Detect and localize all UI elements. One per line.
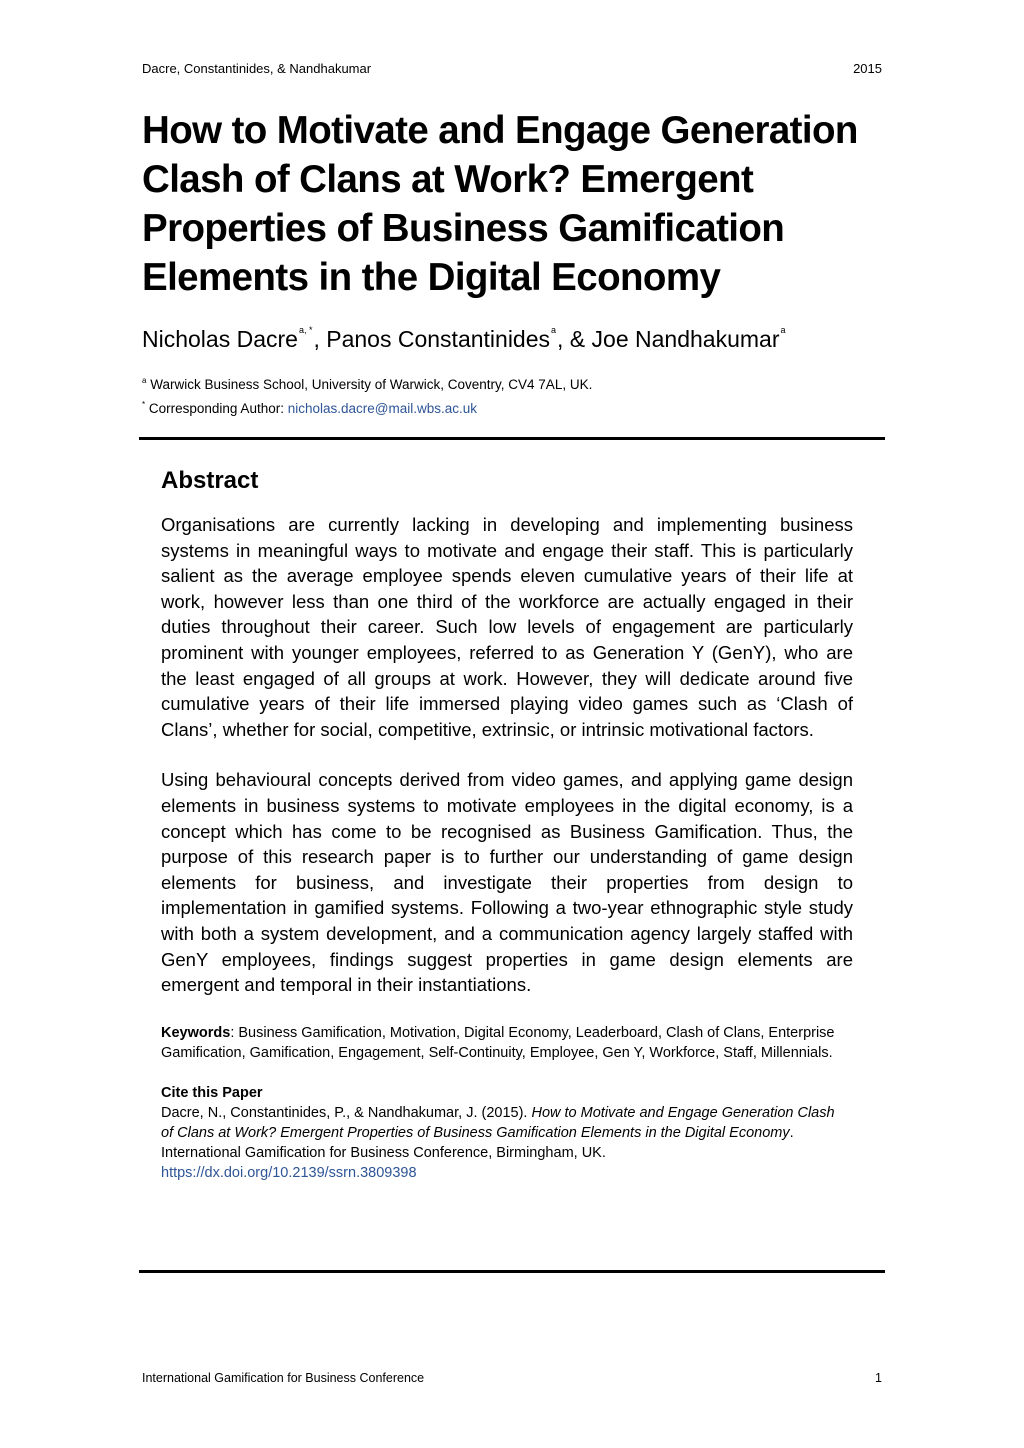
page-number: 1 <box>875 1371 882 1385</box>
author-affiliation-mark: a, * <box>298 325 313 335</box>
citation-authors: Dacre, N., Constantinides, P., & Nandhakumar, J. (2015). <box>161 1104 532 1121</box>
author-name: Joe Nandhakumar <box>591 326 780 352</box>
bottom-divider <box>139 1270 885 1273</box>
author-separator: , <box>313 326 327 352</box>
running-header <box>142 60 882 78</box>
citation-venue: . International Gamification for Business Conference, Birmingham, UK. <box>161 1124 794 1161</box>
corresponding-author-line <box>142 395 592 419</box>
corresponding-mark: * <box>142 400 146 409</box>
cite-heading: Cite this Paper <box>161 1084 263 1101</box>
author-affiliation-mark: a <box>780 325 786 335</box>
paper-title: How to Motivate and Engage Generation Clash of Clans at Work? Emergent Properties of Business Gamification Elements in the Digital Economy <box>142 109 858 299</box>
author-list <box>142 314 787 355</box>
abstract-heading: Abstract <box>161 467 259 494</box>
abstract-paragraph: Using behavioural concepts derived from video games, and applying game design elements in business systems to motivate employees in the digital economy, is a concept which has come to be recognised as Business Gamification. Thus, the purpose of this research paper is to further our understanding of game design elements for business, and investigate their properties from design to implementation in gamified systems. Following a two-year ethnographic style study with both a system development, and a communication agency largely staffed with GenY employees, findings suggest properties in game design elements are emergent and temporal in their instantiations. <box>161 769 853 996</box>
citation <box>161 1103 841 1183</box>
top-divider <box>139 437 885 440</box>
author-separator: , & <box>557 326 592 352</box>
email-link[interactable]: nicholas.dacre@mail.wbs.ac.uk <box>287 401 478 416</box>
affiliations <box>142 371 592 419</box>
affiliation-line <box>142 371 592 395</box>
keywords <box>161 1023 841 1063</box>
running-header-authors: Dacre, Constantinides, & Nandhakumar <box>142 61 372 76</box>
keywords-text: : Business Gamification, Motivation, Digital Economy, Leaderboard, Clash of Clans, Enterprise Gamification, Gamification, Engagement, Self-Continuity, Employee, Gen Y, Workforce, Staff, Millennials. <box>161 1024 835 1061</box>
doi-link[interactable]: https://dx.doi.org/10.2139/ssrn.3809398 <box>161 1164 417 1181</box>
affiliation-text: Warwick Business School, University of Warwick, Coventry, CV4 7AL, UK. <box>146 377 593 392</box>
author-affiliation-mark: a <box>551 325 557 335</box>
author-name: Nicholas Dacre <box>142 326 298 352</box>
affiliation-mark: a <box>142 376 147 385</box>
footer-conference: International Gamification for Business Conference <box>142 1371 425 1385</box>
corresponding-label: Corresponding Author: <box>145 401 288 416</box>
keywords-label: Keywords <box>161 1024 231 1041</box>
citation-title: How to Motivate and Engage Generation Clash of Clans at Work? Emergent Properties of Business Gamification Elements in the Digital Economy <box>161 1104 835 1141</box>
author-name: Panos Constantinides <box>326 326 551 352</box>
running-header-year: 2015 <box>853 61 882 76</box>
abstract-section <box>161 464 853 1183</box>
page-footer <box>142 1369 882 1387</box>
abstract-paragraph: Organisations are currently lacking in developing and implementing business systems in meaningful ways to motivate and engage their staff. This is particularly salient as the average employee spends eleven cumulative years of their life at work, however less than one third of the workforce are actually engaged in their duties throughout their career. Such low levels of engagement are particularly prominent with younger employees, referred to as Generation Y (GenY), who are the least engaged of all groups at work. However, they will dedicate around five cumulative years of their life immersed playing video games such as ‘Clash of Clans’, whether for social, competitive, extrinsic, or intrinsic motivational factors. <box>161 514 853 740</box>
